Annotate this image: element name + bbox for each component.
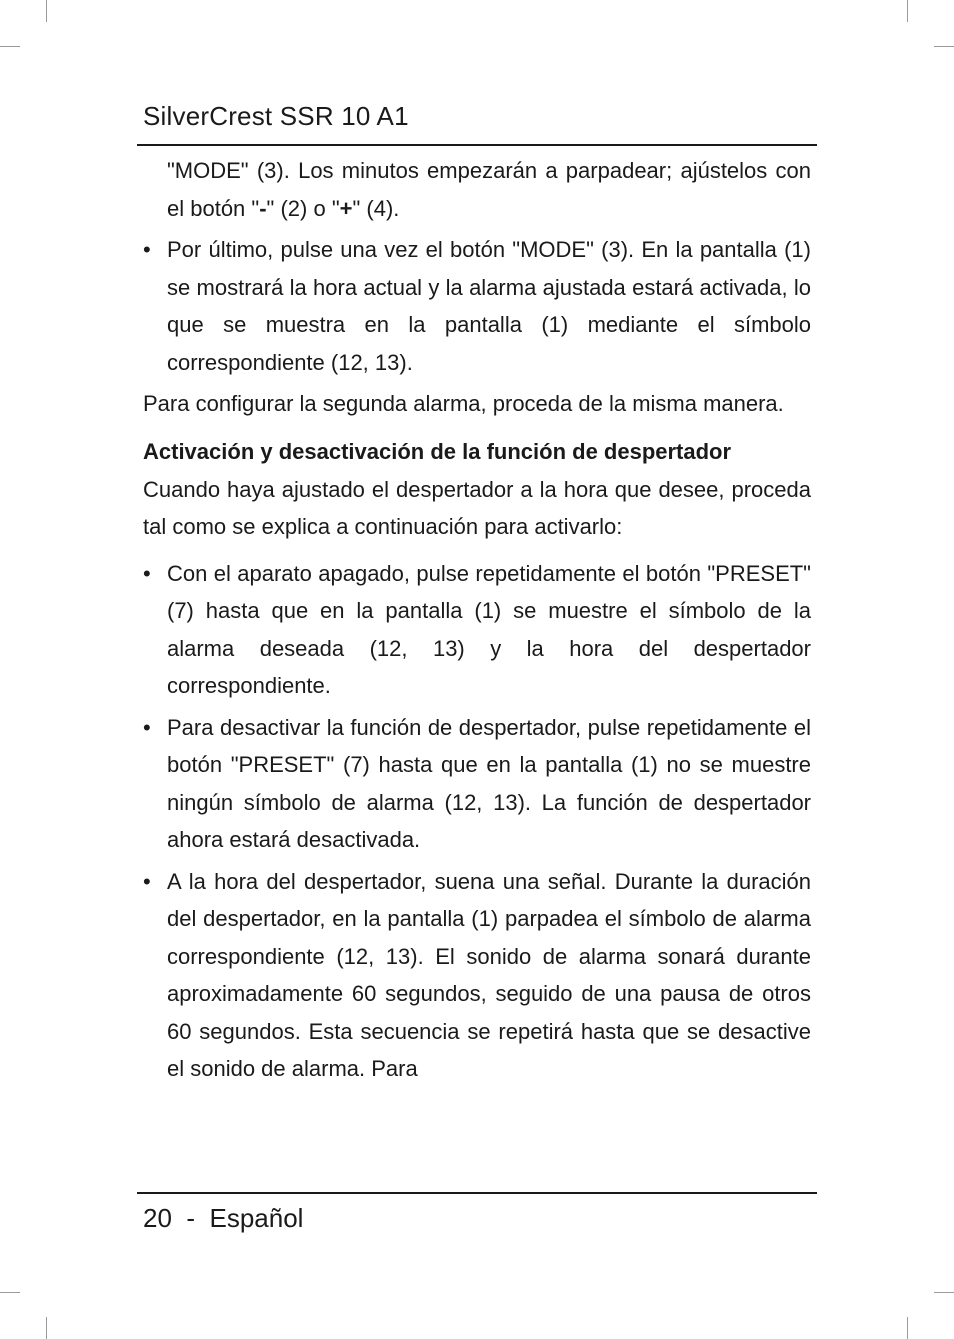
list-item: • Para desactivar la función de despertador, pulse repetidamente el botón "PRESET" (7) hasta que en la pantalla (1) no se muestre ningún símbolo de alarma (12, 13). La función de despertador ahora estará desactivada. [143,709,811,859]
page-footer: 20 - Español [143,1203,304,1233]
crop-mark [0,1292,20,1293]
bullet-icon: • [143,237,151,262]
footer-rule [137,1192,817,1194]
bullet-icon: • [143,714,151,740]
page-content [143,152,811,1088]
crop-mark [46,1317,47,1339]
plus-sign: + [339,195,353,221]
crop-mark [907,1317,908,1339]
list-item: • Por último, pulse una vez el botón "MODE" (3). En la pantalla (1) se mostrará la hora actual y la alarma ajustada estará activada, lo que se muestra en la pantalla (1) mediante el símbolo correspondiente (12, 13). [143,231,811,381]
bullet-icon: • [143,868,151,894]
paragraph: Para configurar la segunda alarma, proceda de la misma manera. [143,391,784,416]
minus-sign: - [259,195,267,221]
paragraph: Cuando haya ajustado el despertador a la hora que desee, proceda tal como se explica a continuación para activarlo: [143,476,811,539]
crop-mark [907,0,908,22]
header-rule [137,144,817,146]
bullet-icon: • [143,560,151,586]
crop-mark [934,1292,954,1293]
list-item: • A la hora del despertador, suena una señal. Durante la duración del despertador, en la pantalla (1) parpadea el símbolo de alarma correspondiente (12, 13). El sonido de alarma sonará durante aproximadamente 60 segundos, seguido de una pausa de otros 60 segundos. Esta secuencia se repetirá hasta que se desactive el sonido de alarma. Para [143,863,811,1088]
page-header-title: SilverCrest SSR 10 A1 [143,101,409,131]
crop-mark [934,46,954,47]
list-item: • Con el aparato apagado, pulse repetidamente el botón "PRESET" (7) hasta que en la pantalla (1) se muestre el símbolo de la alarma deseada (12, 13) y la hora del despertador correspondiente. [143,555,811,705]
crop-mark [0,46,20,47]
section-heading: Activación y desactivación de la función de despertador [143,438,732,464]
crop-mark [46,0,47,22]
continued-paragraph: "MODE" (3). Los minutos empezarán a parpadear; ajústelos con el botón "-" (2) o "+" (4). [167,158,811,221]
